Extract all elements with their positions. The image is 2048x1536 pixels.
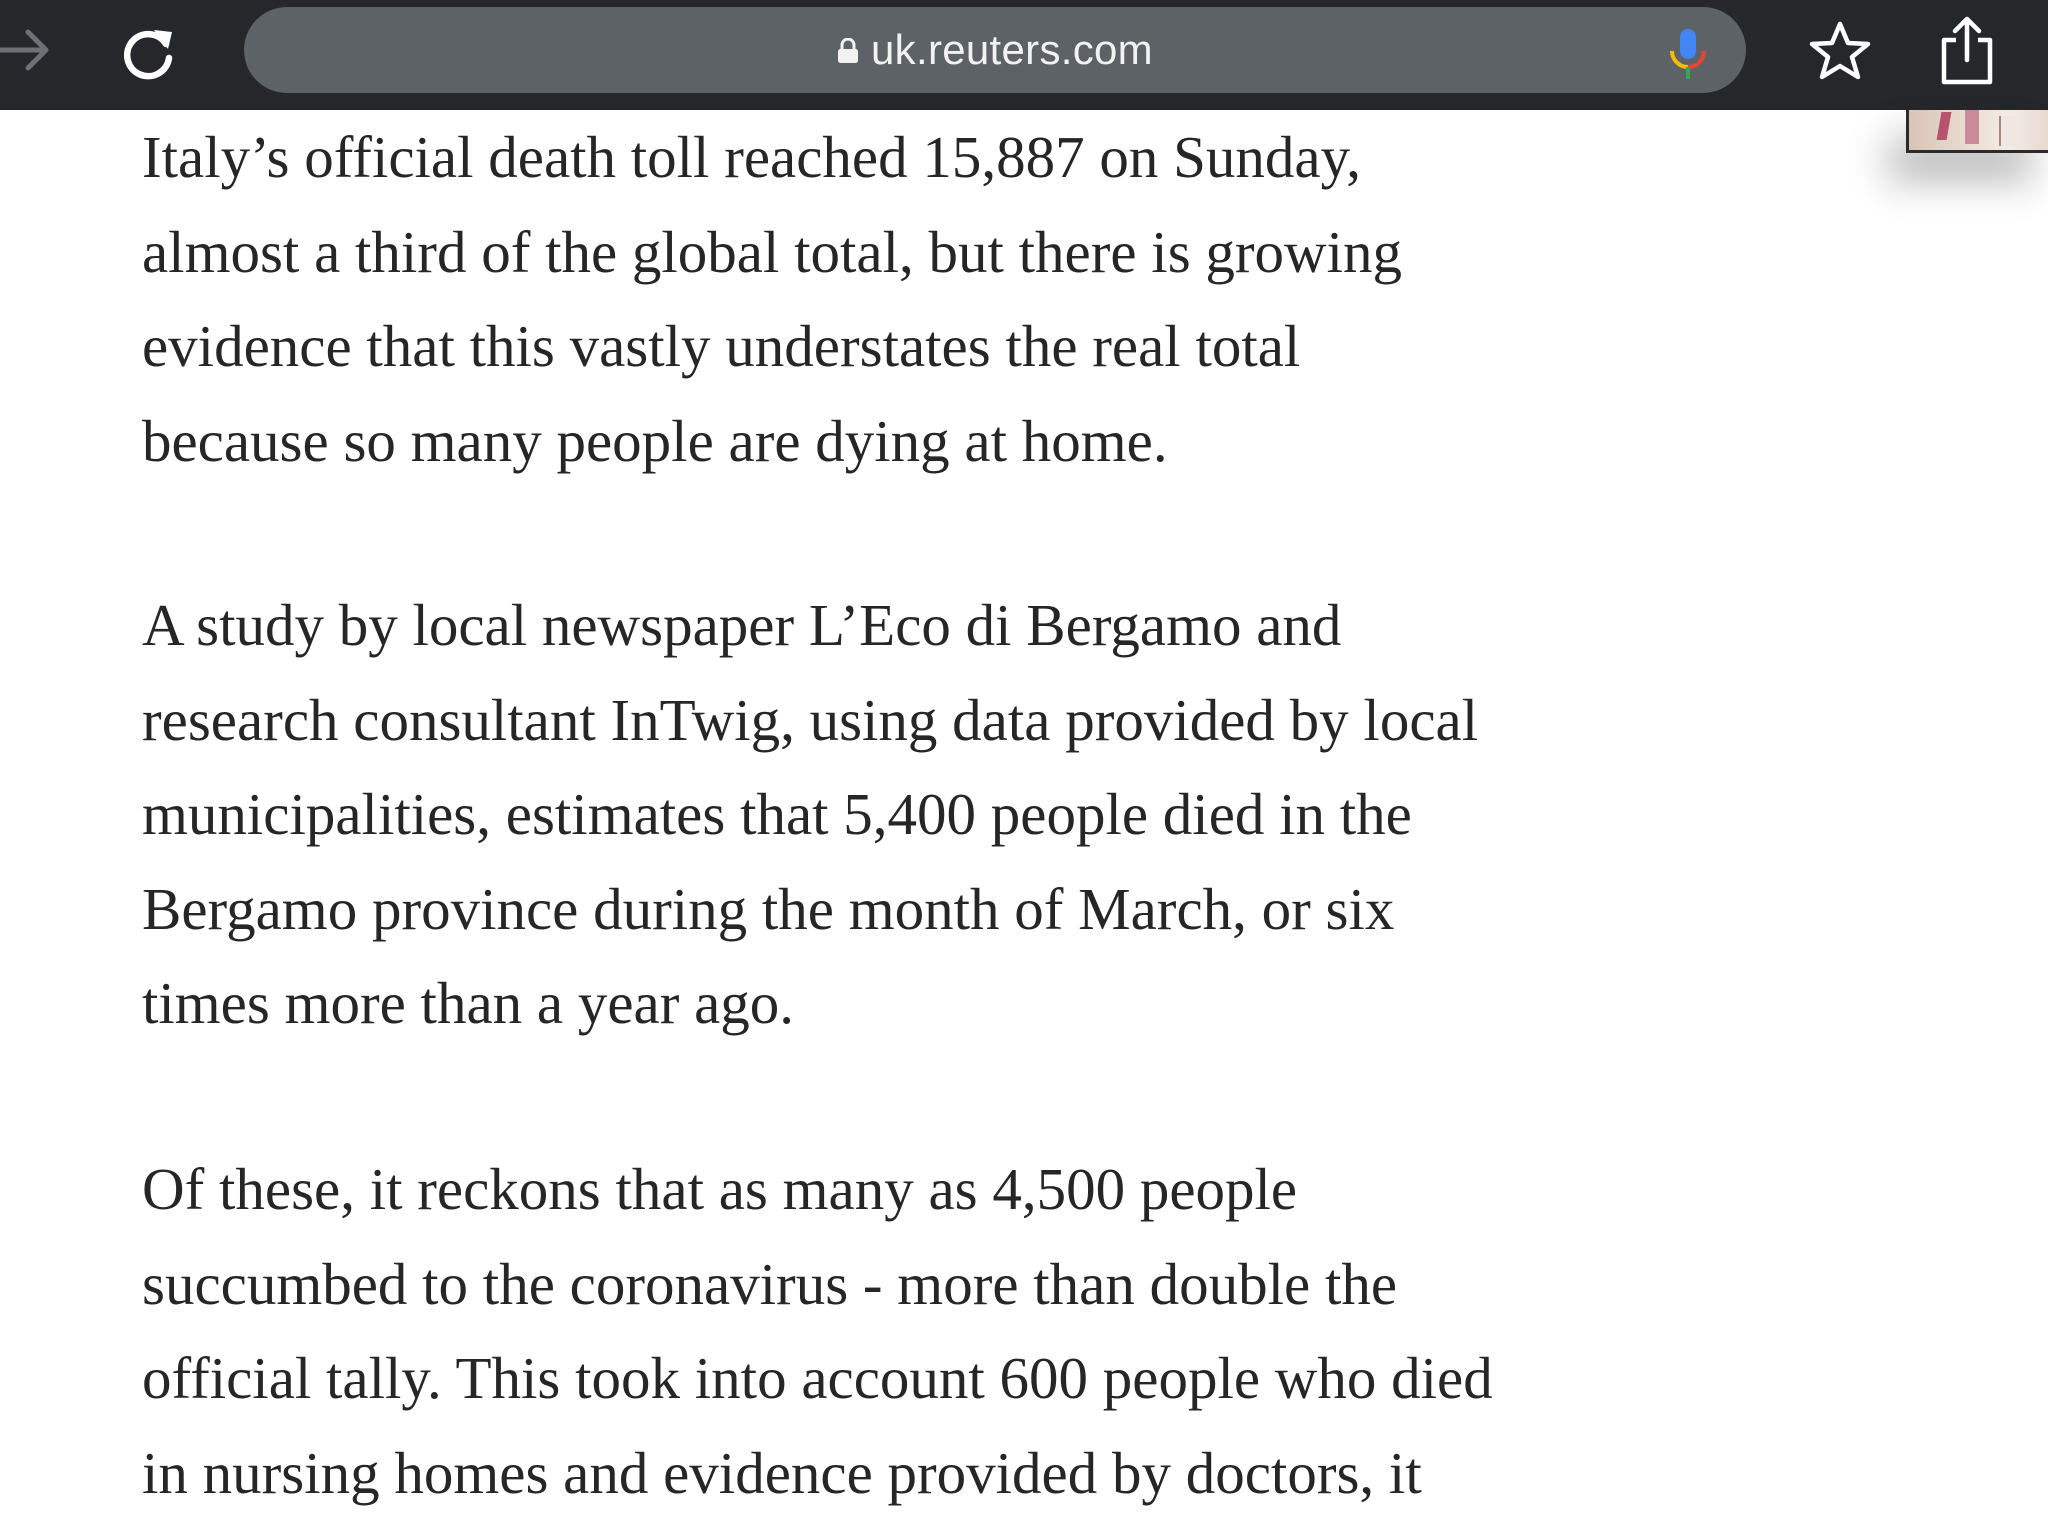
floating-video-thumbnail[interactable] <box>1906 110 2048 153</box>
article-paragraph: Of these, it reckons that as many as 4,500 people succumbed to the coronavirus - more than double the official tally. This took into account 600 people who died in nursing homes and evidence provided by doctors, it <box>142 1156 1493 1506</box>
url-text: uk.reuters.com <box>871 26 1153 73</box>
address-bar[interactable] <box>244 7 1746 93</box>
thumbnail-detail <box>1999 116 2017 146</box>
article-paragraph: A study by local newspaper L’Eco di Bergamo and research consultant InTwig, using data provided by local municipalities, estimates that 5,400 people died in the Bergamo province during the month of March, or six times more than a year ago. <box>142 592 1479 1036</box>
browser-toolbar <box>0 0 2048 110</box>
microphone-icon[interactable] <box>1668 27 1708 81</box>
reload-icon[interactable] <box>118 22 178 82</box>
thumbnail-detail <box>1937 112 1952 140</box>
share-icon[interactable] <box>1936 16 1998 86</box>
article-paragraph: Italy’s official death toll reached 15,887 on Sunday, almost a third of the global total, but there is growing evidence that this vastly understates the real total because so many people are dying at home. <box>142 124 1403 474</box>
lock-icon <box>837 38 859 64</box>
thumbnail-detail <box>1965 110 1979 144</box>
star-icon[interactable] <box>1808 20 1872 82</box>
forward-arrow-icon[interactable] <box>0 26 60 74</box>
address-display <box>244 7 1746 93</box>
